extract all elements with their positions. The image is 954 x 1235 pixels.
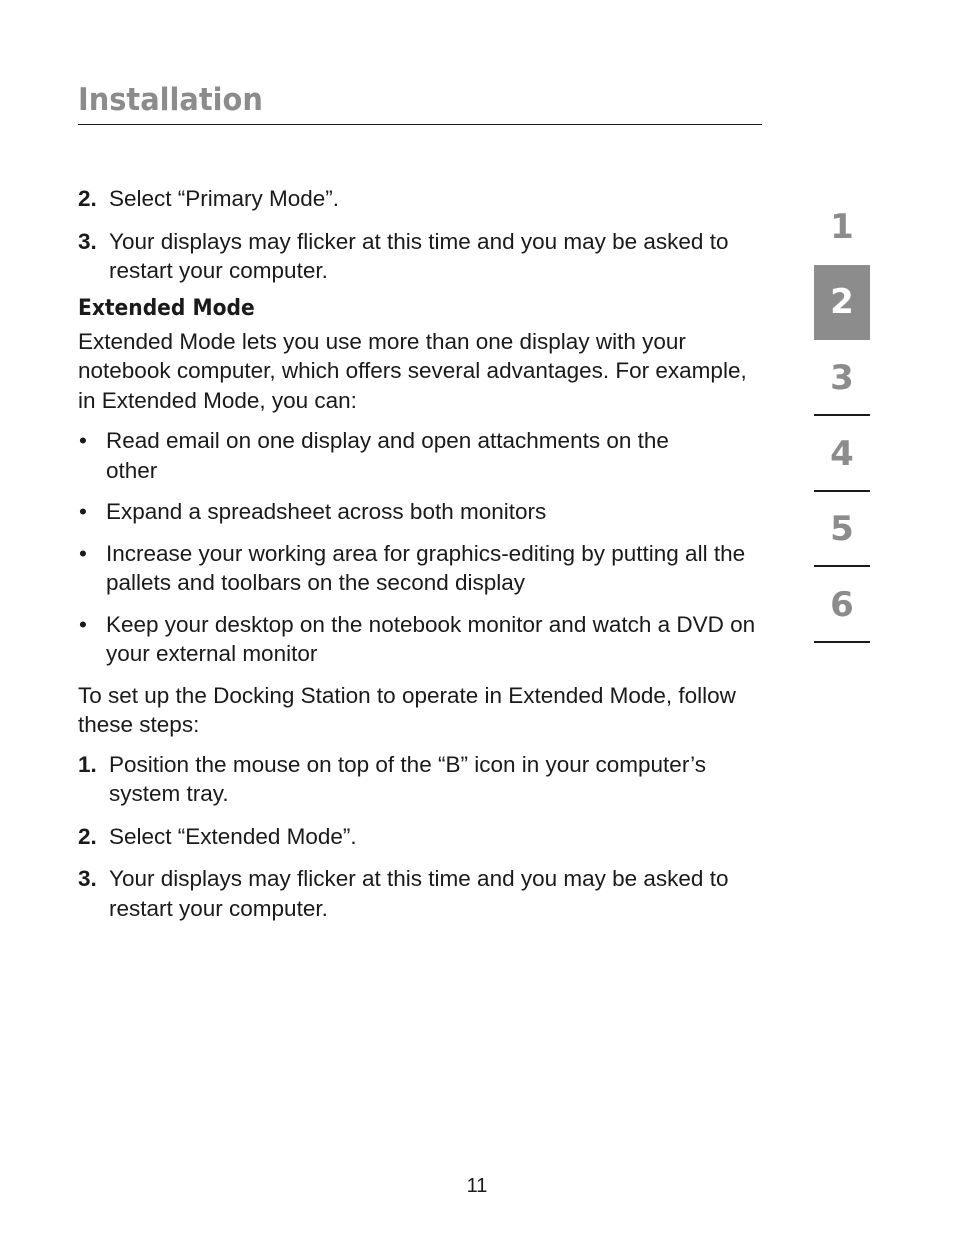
step-number: 2. <box>78 186 97 211</box>
title-rule <box>78 124 762 125</box>
chapter-tab-5[interactable]: 5 <box>814 492 870 567</box>
bullet-glyph: • <box>79 540 87 566</box>
step-text: Your displays may flicker at this time and you may be asked to restart your computer. <box>109 866 729 921</box>
step-text: Select “Extended Mode”. <box>109 823 357 849</box>
bullet-glyph: • <box>79 428 87 453</box>
list-item <box>78 497 768 527</box>
step-text: Your displays may flicker at this time and you may be asked to restart your computer. <box>109 228 729 283</box>
list-item <box>78 539 796 598</box>
bullet-text: Increase your working area for graphics-editing by putting all the pallets and toolbars on the second display <box>106 540 746 595</box>
bullet-text: Read email on one display and open attachments on the other <box>106 428 669 483</box>
bullet-text: Keep your desktop on the notebook monitor and watch a DVD on your external monitor <box>106 611 756 666</box>
list-item <box>78 864 768 923</box>
section-title: Installation <box>78 82 263 118</box>
step-number: 1. <box>78 751 97 777</box>
list-item <box>78 227 768 286</box>
step-number: 3. <box>78 228 97 254</box>
list-item <box>78 750 709 809</box>
setup-instructions: To set up the Docking Station to operate in Extended Mode, follow these steps: <box>78 682 736 737</box>
chapter-tab-1[interactable]: 1 <box>830 207 854 247</box>
list-item <box>78 426 696 485</box>
main-content <box>78 184 768 936</box>
chapter-tab-6[interactable]: 6 <box>814 568 870 643</box>
bullet-glyph: • <box>79 499 87 524</box>
step-number: 2. <box>78 823 97 849</box>
page-number: 11 <box>466 1175 488 1197</box>
step-text: Position the mouse on top of the “B” icon in your computer’s system tray. <box>109 751 706 806</box>
step-text: Select “Primary Mode”. <box>109 186 340 211</box>
extended-mode-heading: Extended Mode <box>78 295 255 321</box>
list-item <box>78 184 768 214</box>
bullet-glyph: • <box>79 611 87 637</box>
bullet-text: Expand a spreadsheet across both monitors <box>106 499 547 524</box>
extended-mode-intro: Extended Mode lets you use more than one display with your notebook computer, which offers several advantages. For example, in Extended Mode, you can: <box>78 328 747 413</box>
chapter-tab-2[interactable]: 2 <box>814 265 870 340</box>
list-item <box>78 822 768 852</box>
step-number: 3. <box>78 866 97 891</box>
chapter-tab-3[interactable]: 3 <box>814 341 870 416</box>
chapter-tab-4[interactable]: 4 <box>814 417 870 492</box>
list-item <box>78 610 796 669</box>
